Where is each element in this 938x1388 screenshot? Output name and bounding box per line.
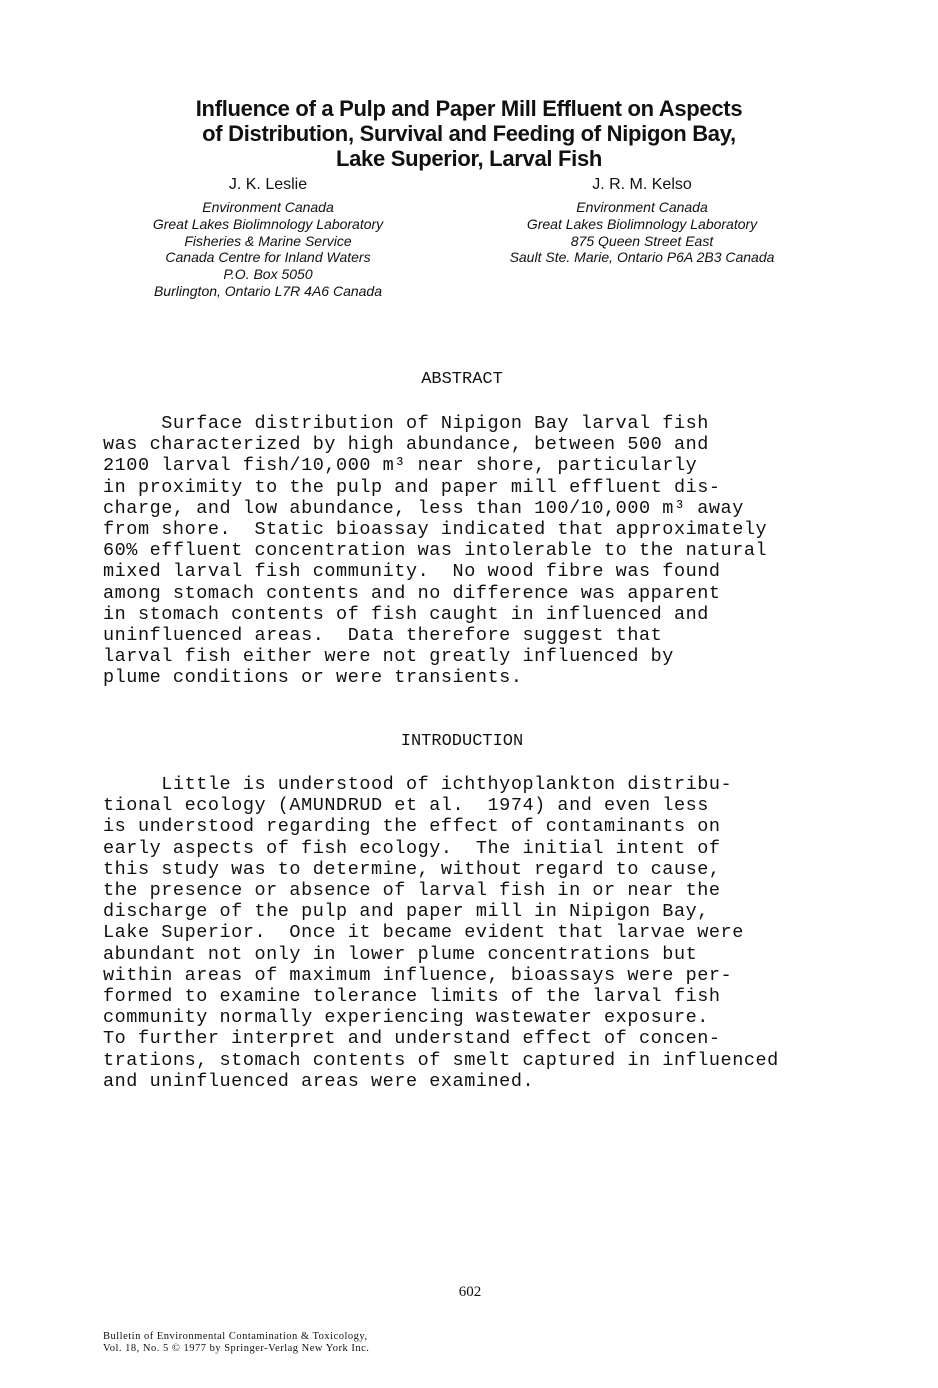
text-line: within areas of maximum influence, bioassays were per- xyxy=(103,964,733,986)
title-line: Lake Superior, Larval Fish xyxy=(335,146,603,171)
text-line: larval fish either were not greatly influenced by xyxy=(103,646,674,668)
text-line: and uninfluenced areas were examined. xyxy=(103,1070,535,1092)
text-line: trations, stomach contents of smelt captured in influenced xyxy=(103,1049,779,1071)
title-line: Influence of a Pulp and Paper Mill Effluent on Aspects xyxy=(195,96,743,121)
affiliation-line: Canada Centre for Inland Waters xyxy=(165,249,371,266)
text-line: charge, and low abundance, less than 100/10,000 m³ away xyxy=(103,497,744,519)
affiliation-line: Great Lakes Biolimnology Laboratory xyxy=(152,215,384,232)
text-line: abundant not only in lower plume concentrations but xyxy=(103,943,698,965)
text-line: in stomach contents of fish caught in influenced and xyxy=(103,603,709,625)
abstract-text xyxy=(103,413,767,689)
citation-line: Vol. 18, No. 5 © 1977 by Springer-Verlag New York Inc. xyxy=(103,1342,370,1354)
affiliation-line: Sault Ste. Marie, Ontario P6A 2B3 Canada xyxy=(509,249,775,266)
text-line: community normally experiencing wastewater exposure. xyxy=(103,1007,709,1029)
affiliation-line: P.O. Box 5050 xyxy=(223,266,313,283)
text-line: 2100 larval fish/10,000 m³ near shore, particularly xyxy=(103,455,698,477)
text-line: To further interpret and understand effect of concen- xyxy=(103,1028,721,1050)
page-number: 602 xyxy=(458,1284,482,1300)
text-line: Little is understood of ichthyoplankton distribu- xyxy=(103,774,733,795)
paper-title xyxy=(100,96,838,171)
text-line: discharge of the pulp and paper mill in Nipigon Bay, xyxy=(103,901,709,923)
text-line: was characterized by high abundance, between 500 and xyxy=(103,434,709,456)
text-line: uninfluenced areas. Data therefore suggest that xyxy=(103,625,663,647)
text-line: 60% effluent concentration was intolerable to the natural xyxy=(103,540,768,562)
affiliation-line: Environment Canada xyxy=(576,199,708,215)
author-name: J. K. Leslie xyxy=(228,176,308,193)
text-line: this study was to determine, without regard to cause, xyxy=(103,858,721,880)
text-line: tional ecology (AMUNDRUD et al. 1974) and even less xyxy=(103,795,709,817)
author-block-kelso xyxy=(456,175,828,266)
title-line: of Distribution, Survival and Feeding of Nipigon Bay, xyxy=(202,121,736,146)
journal-citation xyxy=(103,1331,369,1354)
text-line: mixed larval fish community. No wood fibre was found xyxy=(103,561,721,583)
citation-line: Bulletin of Environmental Contamination & Toxicology, xyxy=(103,1331,368,1342)
introduction-text xyxy=(103,774,779,1092)
text-line: Surface distribution of Nipigon Bay larval fish xyxy=(103,413,709,434)
affiliation-line: Great Lakes Biolimnology Laboratory xyxy=(526,215,758,232)
author-name: J. R. M. Kelso xyxy=(592,176,692,193)
text-line: formed to examine tolerance limits of the larval fish xyxy=(103,986,721,1008)
text-line: the presence or absence of larval fish in or near the xyxy=(103,880,721,902)
text-line: among stomach contents and no difference was apparent xyxy=(103,582,721,604)
text-line: early aspects of fish ecology. The initial intent of xyxy=(103,837,721,859)
introduction-heading: INTRODUCTION xyxy=(400,732,524,751)
affiliation-line: Fisheries & Marine Service xyxy=(184,232,352,249)
text-line: plume conditions or were transients. xyxy=(103,667,523,689)
text-line: in proximity to the pulp and paper mill effluent dis- xyxy=(103,476,721,498)
text-line: from shore. Static bioassay indicated that approximately xyxy=(103,519,768,541)
abstract-heading: ABSTRACT xyxy=(421,370,503,389)
affiliation-line: 875 Queen Street East xyxy=(570,232,714,249)
text-line: Lake Superior. Once it became evident that larvae were xyxy=(103,922,744,944)
author-block-leslie xyxy=(100,175,436,300)
text-line: is understood regarding the effect of contaminants on xyxy=(103,816,721,838)
affiliation-line: Environment Canada xyxy=(202,199,334,215)
affiliation-line: Burlington, Ontario L7R 4A6 Canada xyxy=(153,282,383,299)
